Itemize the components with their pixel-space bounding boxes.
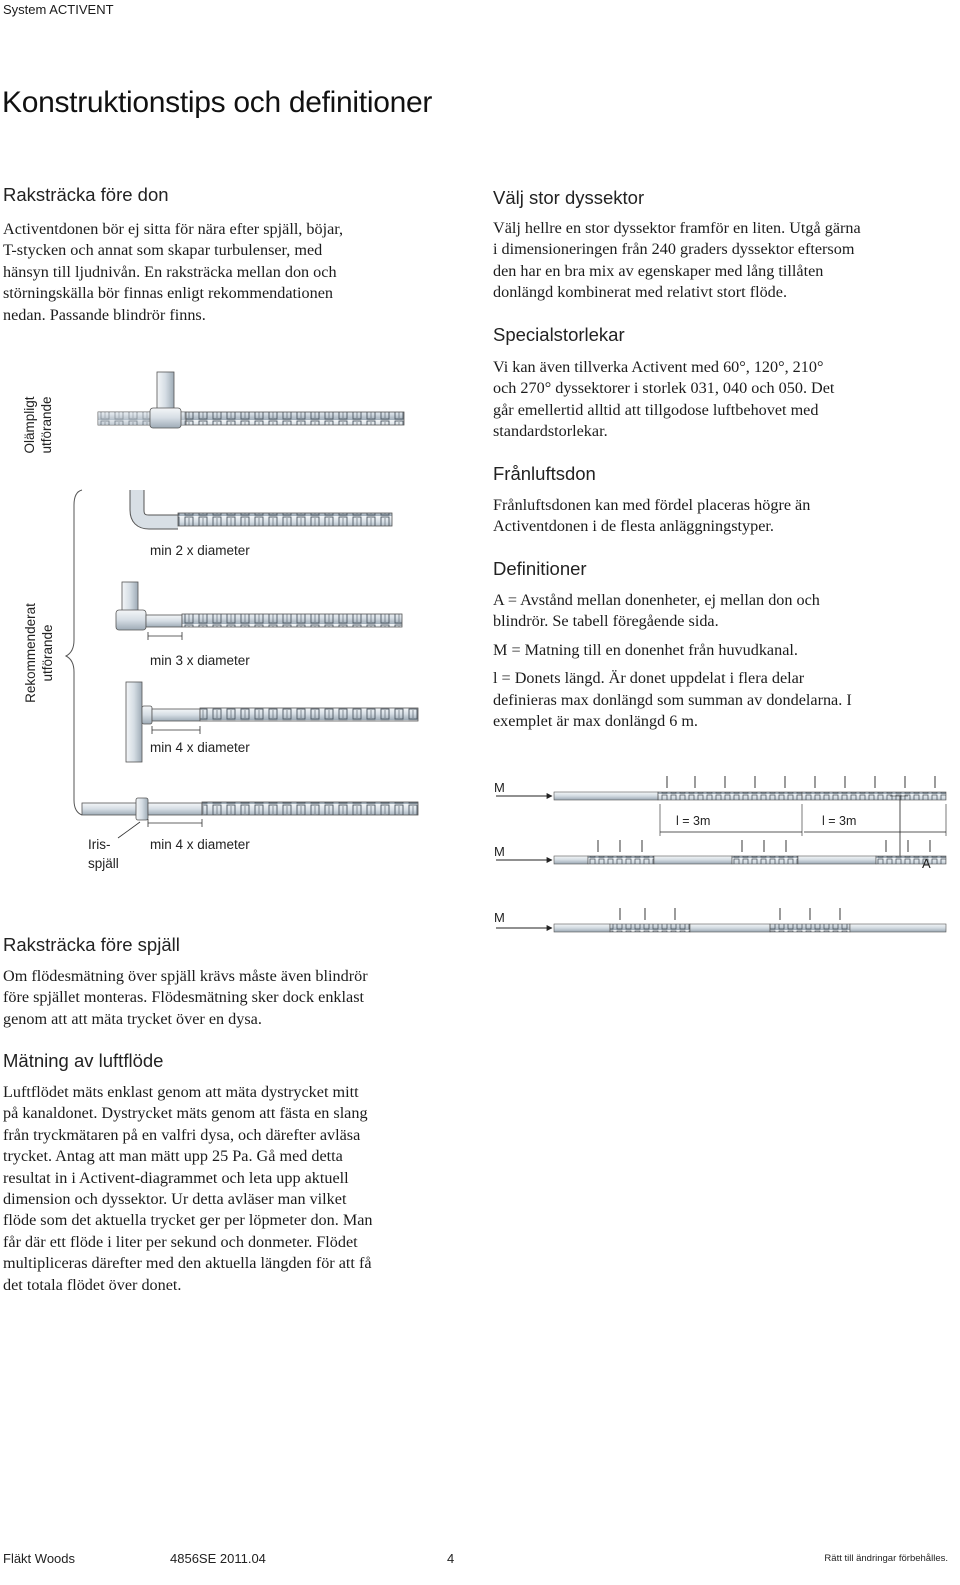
- label-unsuitable: [21, 375, 55, 475]
- label-length-1: l = 3m: [676, 814, 711, 828]
- text-line: på kanaldonet. Dystrycket mäts genom att fästa en slang: [3, 1104, 368, 1123]
- section-matning: [3, 1050, 473, 1296]
- text-line: det totala flödet över donet.: [3, 1275, 182, 1294]
- definition-l-line: definieras max donlängd som summan av dondelarna. I: [493, 690, 852, 709]
- label-iris-line1: Iris-: [88, 837, 111, 852]
- text-line: Välj hellre en stor dyssektor framför en liten. Utgå gärna: [493, 219, 861, 237]
- label-m-3: M: [494, 910, 505, 925]
- definition-a-line: blindrör. Se tabell föregående sida.: [493, 612, 719, 631]
- label-iris-line2: spjäll: [88, 856, 119, 871]
- label-recommended-line1: Rekommenderat: [23, 603, 38, 703]
- text-line: hänsyn till ljudnivån. En raksträcka mellan don och: [3, 262, 337, 281]
- section-dyssektor: [493, 187, 953, 304]
- label-recommended: [22, 583, 56, 723]
- definition-m-line: M = Matning till en donenhet från huvudkanal.: [493, 640, 798, 659]
- label-unsuitable-line1: Olämpligt: [22, 396, 37, 454]
- section-heading: Välj stor dyssektor: [493, 187, 645, 208]
- running-header: System ACTIVENT: [3, 2, 114, 17]
- label-m-1: M: [494, 780, 505, 795]
- label-unsuitable-line2: utförande: [39, 396, 54, 454]
- text-line: och 270° dyssektorer i storlek 031, 040 och 050. Det: [493, 379, 835, 398]
- text-line: nedan. Passande blindrör finns.: [3, 305, 206, 324]
- text-line: Frånluftsdonen kan med fördel placeras högre än: [493, 496, 811, 514]
- section-definitioner: [493, 558, 953, 732]
- text-line: får där ett flöde i liter per sekund och donmeter. Flödet: [3, 1232, 358, 1251]
- section-heading: Raksträcka före spjäll: [3, 934, 180, 955]
- text-line: trycket. Antag att man mätt upp 25 Pa. Gå med detta: [3, 1147, 343, 1166]
- section-specialstorlekar: [493, 324, 953, 443]
- section-heading: Definitioner: [493, 558, 587, 579]
- definition-l-line: l = Donets längd. Är donet uppdelat i flera delar: [493, 669, 805, 688]
- text-line: Activentdonen i de flesta anläggningstyper.: [493, 517, 774, 536]
- label-min-3x: min 3 x diameter: [150, 653, 250, 668]
- text-line: resultat in i Activent-diagrammet och leta upp aktuell: [3, 1168, 349, 1187]
- text-line: T-stycken och annat som skapar turbulenser, med: [3, 241, 323, 260]
- footer-docnum: 4856SE 2011.04: [170, 1551, 266, 1566]
- section-body: [493, 218, 953, 304]
- footer-company: Fläkt Woods: [3, 1551, 76, 1566]
- section-franluftsdon: [493, 463, 953, 538]
- section-heading: Mätning av luftflöde: [3, 1050, 164, 1071]
- text-line: före spjället monteras. Flödesmätning sker dock enklast: [3, 988, 364, 1007]
- page-title: Konstruktionstips och definitioner: [2, 86, 433, 119]
- section-heading: Raksträcka före don: [3, 184, 169, 205]
- section-body: [3, 1082, 473, 1296]
- section-body: [493, 590, 953, 732]
- text-line: den har en bra mix av egenskaper med lång tillåten: [493, 261, 824, 280]
- footer-rights: Rätt till ändringar förbehålles.: [824, 1553, 948, 1564]
- pipe-row-bend-unsuitable: [137, 490, 392, 526]
- text-line: i dimensioneringen från 240 graders dyssektor eftersom: [493, 240, 855, 259]
- text-line: donlängd kombinerat med relativt stort flöde.: [493, 283, 787, 302]
- text-line: dimension och dyssektor. Ur detta avläser man vilket: [3, 1190, 347, 1209]
- section-heading: Specialstorlekar: [493, 324, 625, 345]
- section-body: [493, 495, 953, 538]
- label-length-2: l = 3m: [822, 814, 857, 828]
- definition-l-line: exemplet är max donlängd 6 m.: [493, 712, 698, 731]
- section-body: [3, 966, 473, 1030]
- section-rakstracka-don: [3, 184, 473, 326]
- text-line: genom att att mäta trycket över en dysa.: [3, 1009, 262, 1028]
- text-line: Vi kan även tillverka Activent med 60°, 120°, 210°: [493, 358, 824, 376]
- label-min-4x-iris: min 4 x diameter: [150, 837, 250, 852]
- label-recommended-line2: utförande: [40, 624, 55, 682]
- label-iris-damper: [88, 835, 118, 873]
- text-line: störningskälla bör finnas enligt rekommendationen: [3, 284, 333, 303]
- recommended-bracket: [66, 490, 82, 815]
- pipe-row-iris-damper: [82, 798, 418, 838]
- section-body: [493, 357, 953, 443]
- text-line: Activentdonen bör ej sitta för nära efter spjäll, böjar,: [3, 220, 344, 238]
- pipe-placement-diagram: [0, 360, 470, 880]
- label-min-2x: min 2 x diameter: [150, 543, 250, 558]
- label-min-4x-main: min 4 x diameter: [150, 740, 250, 755]
- text-line: standardstorlekar.: [493, 422, 608, 441]
- label-distance-a: A: [922, 856, 931, 871]
- label-m-2: M: [494, 844, 505, 859]
- text-line: multipliceras därefter med den aktuella längden för att få: [3, 1254, 372, 1273]
- pipe-row-t-piece-unsuitable: [98, 372, 404, 428]
- section-body: [3, 219, 473, 326]
- text-line: flöde som det aktuella trycket ger per löpmeter don. Man: [3, 1211, 373, 1230]
- footer-page-number: 4: [447, 1551, 455, 1566]
- text-line: Om flödesmätning över spjäll krävs måste även blindrör: [3, 967, 368, 985]
- section-heading: Frånluftsdon: [493, 463, 596, 484]
- text-line: går emellertid alltid att tillgodose luftbehovet med: [493, 400, 819, 419]
- section-rakstracka-spjall: [3, 934, 473, 1030]
- text-line: från tryckmätaren på en valfri dysa, och därefter avläsa: [3, 1125, 361, 1144]
- text-line: Luftflödet mäts enklast genom att mäta dystrycket mitt: [3, 1083, 359, 1101]
- pipe-row-t-piece-recommended: [116, 582, 402, 640]
- supply-layout-diagram: [480, 770, 960, 970]
- definition-a-line: A = Avstånd mellan donenheter, ej mellan don och: [493, 591, 820, 609]
